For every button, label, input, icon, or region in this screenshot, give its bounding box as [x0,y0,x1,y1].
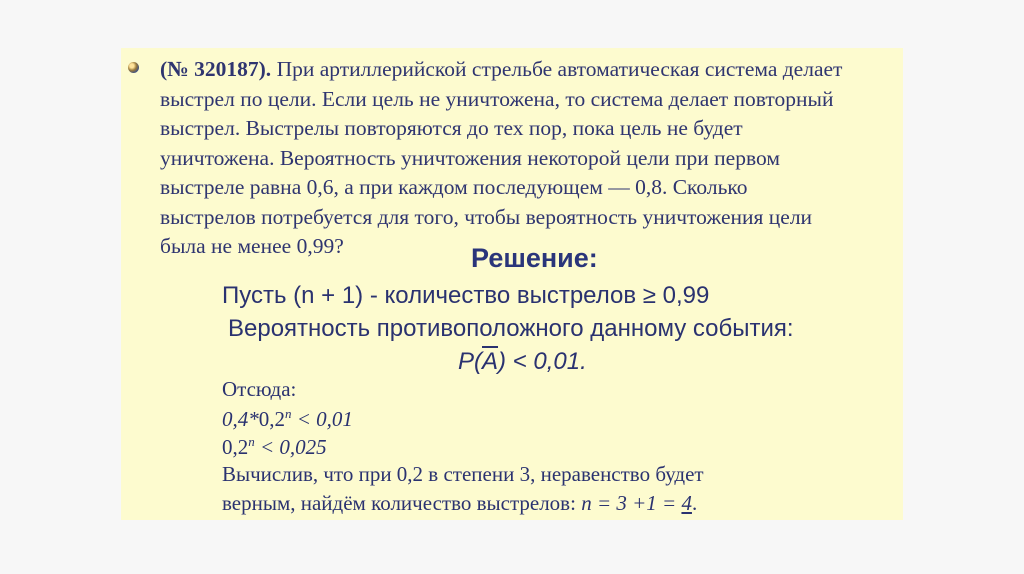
problem-line: выстрелов потребуется для того, чтобы вероятность уничтожения цели [160,204,813,229]
problem-number: (№ 320187). [160,57,272,81]
inequality-2-a: 0,2 [222,435,249,459]
problem-line: уничтожена. Вероятность уничтожения некоторой цели при первом [160,145,780,170]
problem-line: была не менее 0,99? [160,234,344,258]
inequality-1-b: 0,2 [258,407,285,431]
answer-value: 4 [681,491,692,515]
solution-line-2: Вероятность противоположного данному события: [228,315,794,342]
conclusion-line-1: Вычислив, что при 0,2 в степени 3, неравенство будет [222,462,704,486]
inequality-1-a: 0,4* [222,407,259,431]
solution-line-1: Пусть (n + 1) - количество выстрелов ≥ 0,99 [222,282,710,309]
inequality-1-c: < 0,01 [291,407,353,431]
bullet-icon [128,62,139,73]
conclusion-text: верным, найдём количество выстрелов: [222,491,582,515]
formula-suffix: ) < 0,01. [498,348,587,375]
inequality-2 [222,434,327,460]
inequality-2-exp: n [248,434,255,449]
problem-line: выстреле равна 0,6, а при каждом последующем — 0,8. Сколько [160,175,748,199]
inequality-1 [222,406,353,432]
hence-label: Отсюда: [222,377,297,401]
conclusion-formula: n = 3 +1 = [581,491,682,515]
formula-event: $\overline{A}$ [482,348,499,375]
problem-line: выстрел. Выстрелы повторяются до тех пор, пока цель не будет [160,116,743,140]
problem-line [160,55,900,85]
formula-prefix: P( [458,348,482,375]
solution-heading: Решение: [471,243,598,273]
problem-text [160,55,900,262]
inequality-1-exp: n [285,406,292,421]
problem-line-text: При артиллерийской стрельбе автоматическая система делает [276,57,843,81]
inequality-2-c: < 0,025 [254,435,327,459]
probability-formula [458,348,587,376]
conclusion-line-2 [222,491,697,516]
problem-line: выстрел по цели. Если цель не уничтожена, то система делает повторный [160,86,834,111]
conclusion-end: . [691,491,698,515]
